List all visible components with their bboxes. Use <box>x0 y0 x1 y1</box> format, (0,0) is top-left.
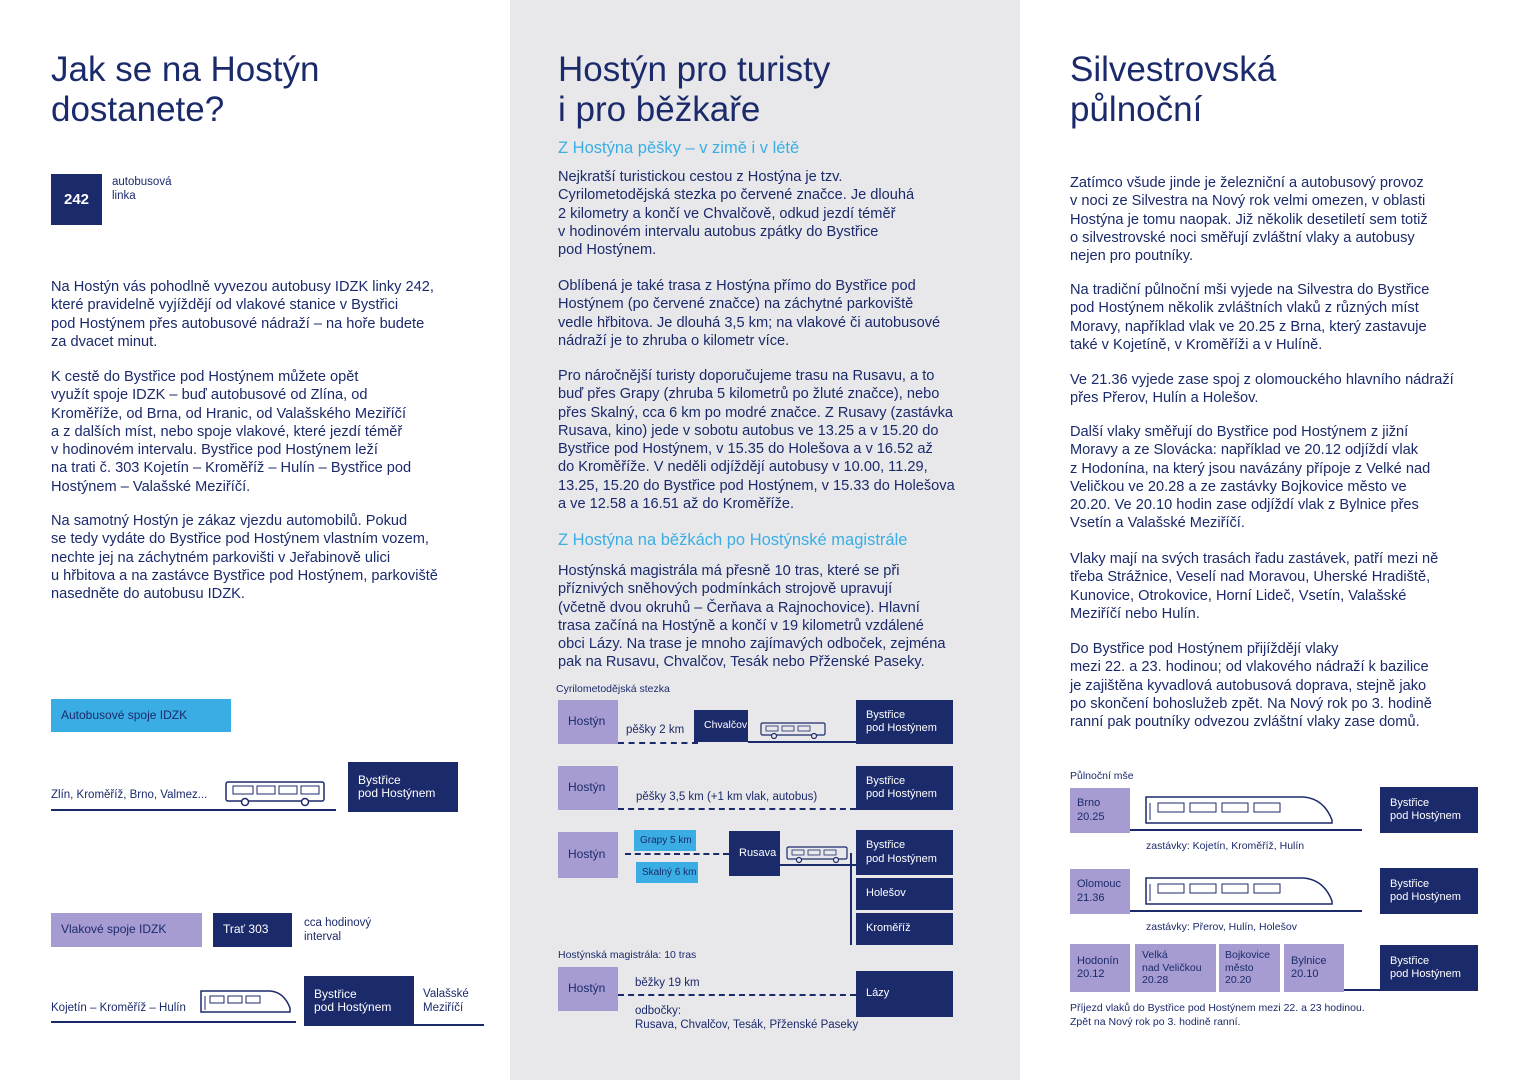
route-line <box>618 742 698 744</box>
destination-box: Bystřice pod Hostýnem <box>1380 945 1478 991</box>
route-line <box>414 1024 484 1026</box>
stop-box-hostyn: Hostýn <box>558 700 618 744</box>
bus-line-label: autobusová linka <box>112 176 172 202</box>
bus-icon <box>760 722 828 740</box>
branches-label: odbočky: Rusava, Chvalčov, Tesák, Přženské Paseky <box>635 1005 859 1031</box>
route-line <box>780 864 856 866</box>
paragraph: K cestě do Bystřice pod Hostýnem můžete opět využít spoje IDZK – buď autobusové od Zlína, od Kroměříže, od Brna, od Hranic, od Valašského Meziříčí a z dalších míst, nebo spoje vlakové, které jezdí téměř v hodinovém intervalu. Bystřice pod Hostýnem leží na trati č. 303 Kojetín – Kroměříž – Hulín – Bystřice pod Hostýnem – Valašské Meziříčí. <box>51 369 412 495</box>
route-skalny: Skalný 6 km <box>636 862 698 883</box>
subheading: Z Hostýna pěšky – v zimě i v létě <box>558 139 800 157</box>
paragraph: Pro náročnější turisty doporučujeme trasu na Rusavu, a to buď přes Grapy (zhruba 5 kilometrů po žluté značce), nebo přes Skalný, cca 6 km po modré značce. Z Rusavy (zastávka Rusava, kino) jede v sobotu autobus ve 13.25 a v 15.20 do Bystřice pod Hostýnem, v 15.35 do Holešova a v 16.52 až do Kroměříže. V neděli odjíždějí autobusy v 10.00, 11.29, 13.25, 15.20 do Bystřice pod Hostýnem, v 15.33 do Holešova a ve 12.58 a 16.51 až do Kroměříže. <box>558 368 955 513</box>
diagram-label: Cyrilometodějská stezka <box>556 683 670 695</box>
route-line <box>1130 829 1362 831</box>
column-midnight-mass <box>1020 0 1528 1080</box>
destination-box: Bystřice pod Hostýnem <box>856 830 953 875</box>
destination-box: Bystřice pod Hostýnem <box>856 766 953 810</box>
train-route-text: Kojetín – Kroměříž – Hulín <box>51 1002 186 1014</box>
column-getting-there <box>0 0 510 1080</box>
route-line <box>748 741 856 743</box>
stop-box-hostyn: Hostýn <box>558 967 618 1011</box>
footnote: Příjezd vlaků do Bystřice pod Hostýnem mezi 22. a 23 hodinou. Zpět na Nový rok po 3. hodině ranní. <box>1070 1002 1365 1028</box>
origin-box-hodonin: Hodonín 20.12 <box>1070 944 1130 992</box>
paragraph: Vlaky mají na svých trasách řadu zastávek, patří mezi ně třeba Strážnice, Veselí nad Moravou, Uherské Hradiště, Kunovice, Otrokovice, Horní Lideč, Vsetín, Valašské Meziříčí nebo Hulín. <box>1070 551 1439 622</box>
subheading: Z Hostýna na běžkách po Hostýnské magistrále <box>558 531 908 549</box>
interval-label: cca hodinový interval <box>304 917 372 943</box>
origin-box-velka: Velká nad Veličkou 20.28 <box>1135 944 1216 992</box>
train-end-label: Valašské Meziříčí <box>423 988 469 1014</box>
walk-label: pěšky 3,5 km (+1 km vlak, autobus) <box>636 791 818 803</box>
route-line <box>618 808 856 810</box>
branch-line <box>850 853 852 945</box>
paragraph: Na samotný Hostýn je zákaz vjezdu automobilů. Pokud se tedy vydáte do Bystřice pod Hostýnem vlastním vozem, nechte jej na záchytném parkovišti v Jeřabinově ulici u hřbitova a na zastávce Bystřice pod Hostýnem, parkoviště nasedněte do autobusu IDZK. <box>51 513 438 603</box>
destination-holesov: Holešov <box>856 878 953 910</box>
route-grapy: Grapy 5 km <box>634 830 696 851</box>
bus-route-text: Zlín, Kroměříž, Brno, Valmez... <box>51 789 208 801</box>
origin-box-brno: Brno 20.25 <box>1070 788 1130 833</box>
diagram-label: Půlnoční mše <box>1070 770 1134 782</box>
paragraph: Hostýnská magistrála má přesně 10 tras, které se při příznivých sněhových podmínkách strojově upravují (včetně dvou okruhů – Čerňava a Rajnochovice). Hlavní trasa začíná na Hostýně a končí v 19 kilometrů vzdálené obci Lázy. Na trase je mnoho zajímavých odboček, zejména pak na Rusavu, Chvalčov, Tesák nebo Přženské Paseky. <box>558 563 946 671</box>
paragraph: Do Bystřice pod Hostýnem přijíždějí vlaky mezi 22. a 23. hodinou; od vlakového nádraží k bazilice je zajištěna kyvadlová autobusová doprava, stejně jako po skončení bohoslužeb zpět. Na Nový rok po 3. hodině ranní pak poutníky odvezou zvláštní vlaky zase domů. <box>1070 641 1432 731</box>
train-icon <box>200 988 292 1016</box>
destination-box: Bystřice pod Hostýnem <box>1380 868 1478 914</box>
train-icon <box>1144 794 1334 826</box>
route-line <box>51 809 336 811</box>
paragraph: Zatímco všude jinde je železniční a autobusový provoz v noci ze Silvestra na Nový rok velmi omezen, v oblasti Hostýna je tomu naopak. Již několik desetiletí sem totiž o silvestrovské noci směřují zvláštní vlaky a autobusy nejen pro poutníky. <box>1070 175 1428 265</box>
section-title: Silvestrovská půlnoční <box>1070 50 1277 129</box>
bus-line-badge: 242 <box>51 174 102 225</box>
route-line <box>1344 989 1380 991</box>
route-line <box>618 994 856 996</box>
walk-label: pěšky 2 km <box>626 724 685 736</box>
paragraph: Nejkratší turistickou cestou z Hostýna je tzv. Cyrilometodějská stezka po červené značce. Je dlouhá 2 kilometry a končí ve Chvalčově, odkud jezdí téměř v hodinovém intervalu autobus zpátky do Bystřice pod Hostýnem. <box>558 169 915 259</box>
bus-icon <box>786 846 850 864</box>
destination-box: Bystřice pod Hostýnem <box>348 762 458 812</box>
origin-box-olomouc: Olomouc 21.36 <box>1070 869 1130 914</box>
paragraph: Ve 21.36 vyjede zase spoj z olomouckého hlavního nádraží přes Přerov, Hulín a Holešov. <box>1070 372 1454 407</box>
bus-icon <box>225 781 327 807</box>
paragraph: Na Hostýn vás pohodlně vyvezou autobusy IDZK linky 242, které pravidelně vyjíždějí od vlakové stanice v Bystřici pod Hostýnem přes autobusové nádraží – na hoře budete za dvacet minut. <box>51 279 434 350</box>
ski-label: běžky 19 km <box>635 977 700 989</box>
stops-label: zastávky: Přerov, Hulín, Holešov <box>1146 921 1297 933</box>
paragraph: Na tradiční půlnoční mši vyjede na Silvestra do Bystřice pod Hostýnem několik zvláštních vlaků z různých míst Moravy, například vlak ve 20.25 z Brna, který zastavuje také v Kojetíně, v Kroměříži a v Hulíně. <box>1070 282 1430 353</box>
section-title: Jak se na Hostýn dostanete? <box>51 50 320 129</box>
stop-box-chvalcov: Chvalčov <box>694 710 748 742</box>
stops-label: zastávky: Kojetín, Kroměříž, Hulín <box>1146 840 1305 852</box>
route-line <box>1130 910 1362 912</box>
stop-box-rusava: Rusava <box>729 831 780 876</box>
origin-box-bylnice: Bylnice 20.10 <box>1284 944 1344 992</box>
destination-box: Bystřice pod Hostýnem <box>856 700 953 744</box>
destination-box: Bystřice pod Hostýnem <box>1380 787 1478 833</box>
train-icon <box>1144 875 1334 907</box>
bus-connections-label: Autobusové spoje IDZK <box>51 699 231 732</box>
destination-lazy: Lázy <box>856 971 953 1017</box>
route-line <box>51 1021 296 1023</box>
stop-box-hostyn: Hostýn <box>558 766 618 810</box>
route-line <box>625 853 729 855</box>
diagram-label: Hostýnská magistrála: 10 tras <box>558 949 697 961</box>
paragraph: Další vlaky směřují do Bystřice pod Hostýnem z jižní Moravy a ze Slovácka: například ve 20.12 odjíždí vlak z Hodonína, na který jsou navázány přípoje z Velké nad Veličkou ve 20.28 a ze zastávky Bojkovice město ve 20.20. Ve 20.10 hodin zase odjíždí vlak z Bylnice přes Vsetín a Valašské Meziříčí. <box>1070 424 1431 532</box>
destination-kromeriz: Kroměříž <box>856 913 953 945</box>
train-connections-label: Vlakové spoje IDZK <box>51 913 202 947</box>
track-box: Trať 303 <box>213 913 292 947</box>
origin-box-bojkovice: Bojkovice město 20.20 <box>1219 944 1280 992</box>
column-tourists <box>510 0 1020 1080</box>
stop-box-hostyn: Hostýn <box>558 832 618 878</box>
section-title: Hostýn pro turisty i pro běžkaře <box>558 50 831 129</box>
paragraph: Oblíbená je také trasa z Hostýna přímo do Bystřice pod Hostýnem (po červené značce) na záchytné parkoviště vedle hřbitova. Je dlouhá 3,5 km; na vlakové či autobusové nádraží je to zhruba o kilometr více. <box>558 278 941 349</box>
destination-box: Bystřice pod Hostýnem <box>304 976 414 1026</box>
